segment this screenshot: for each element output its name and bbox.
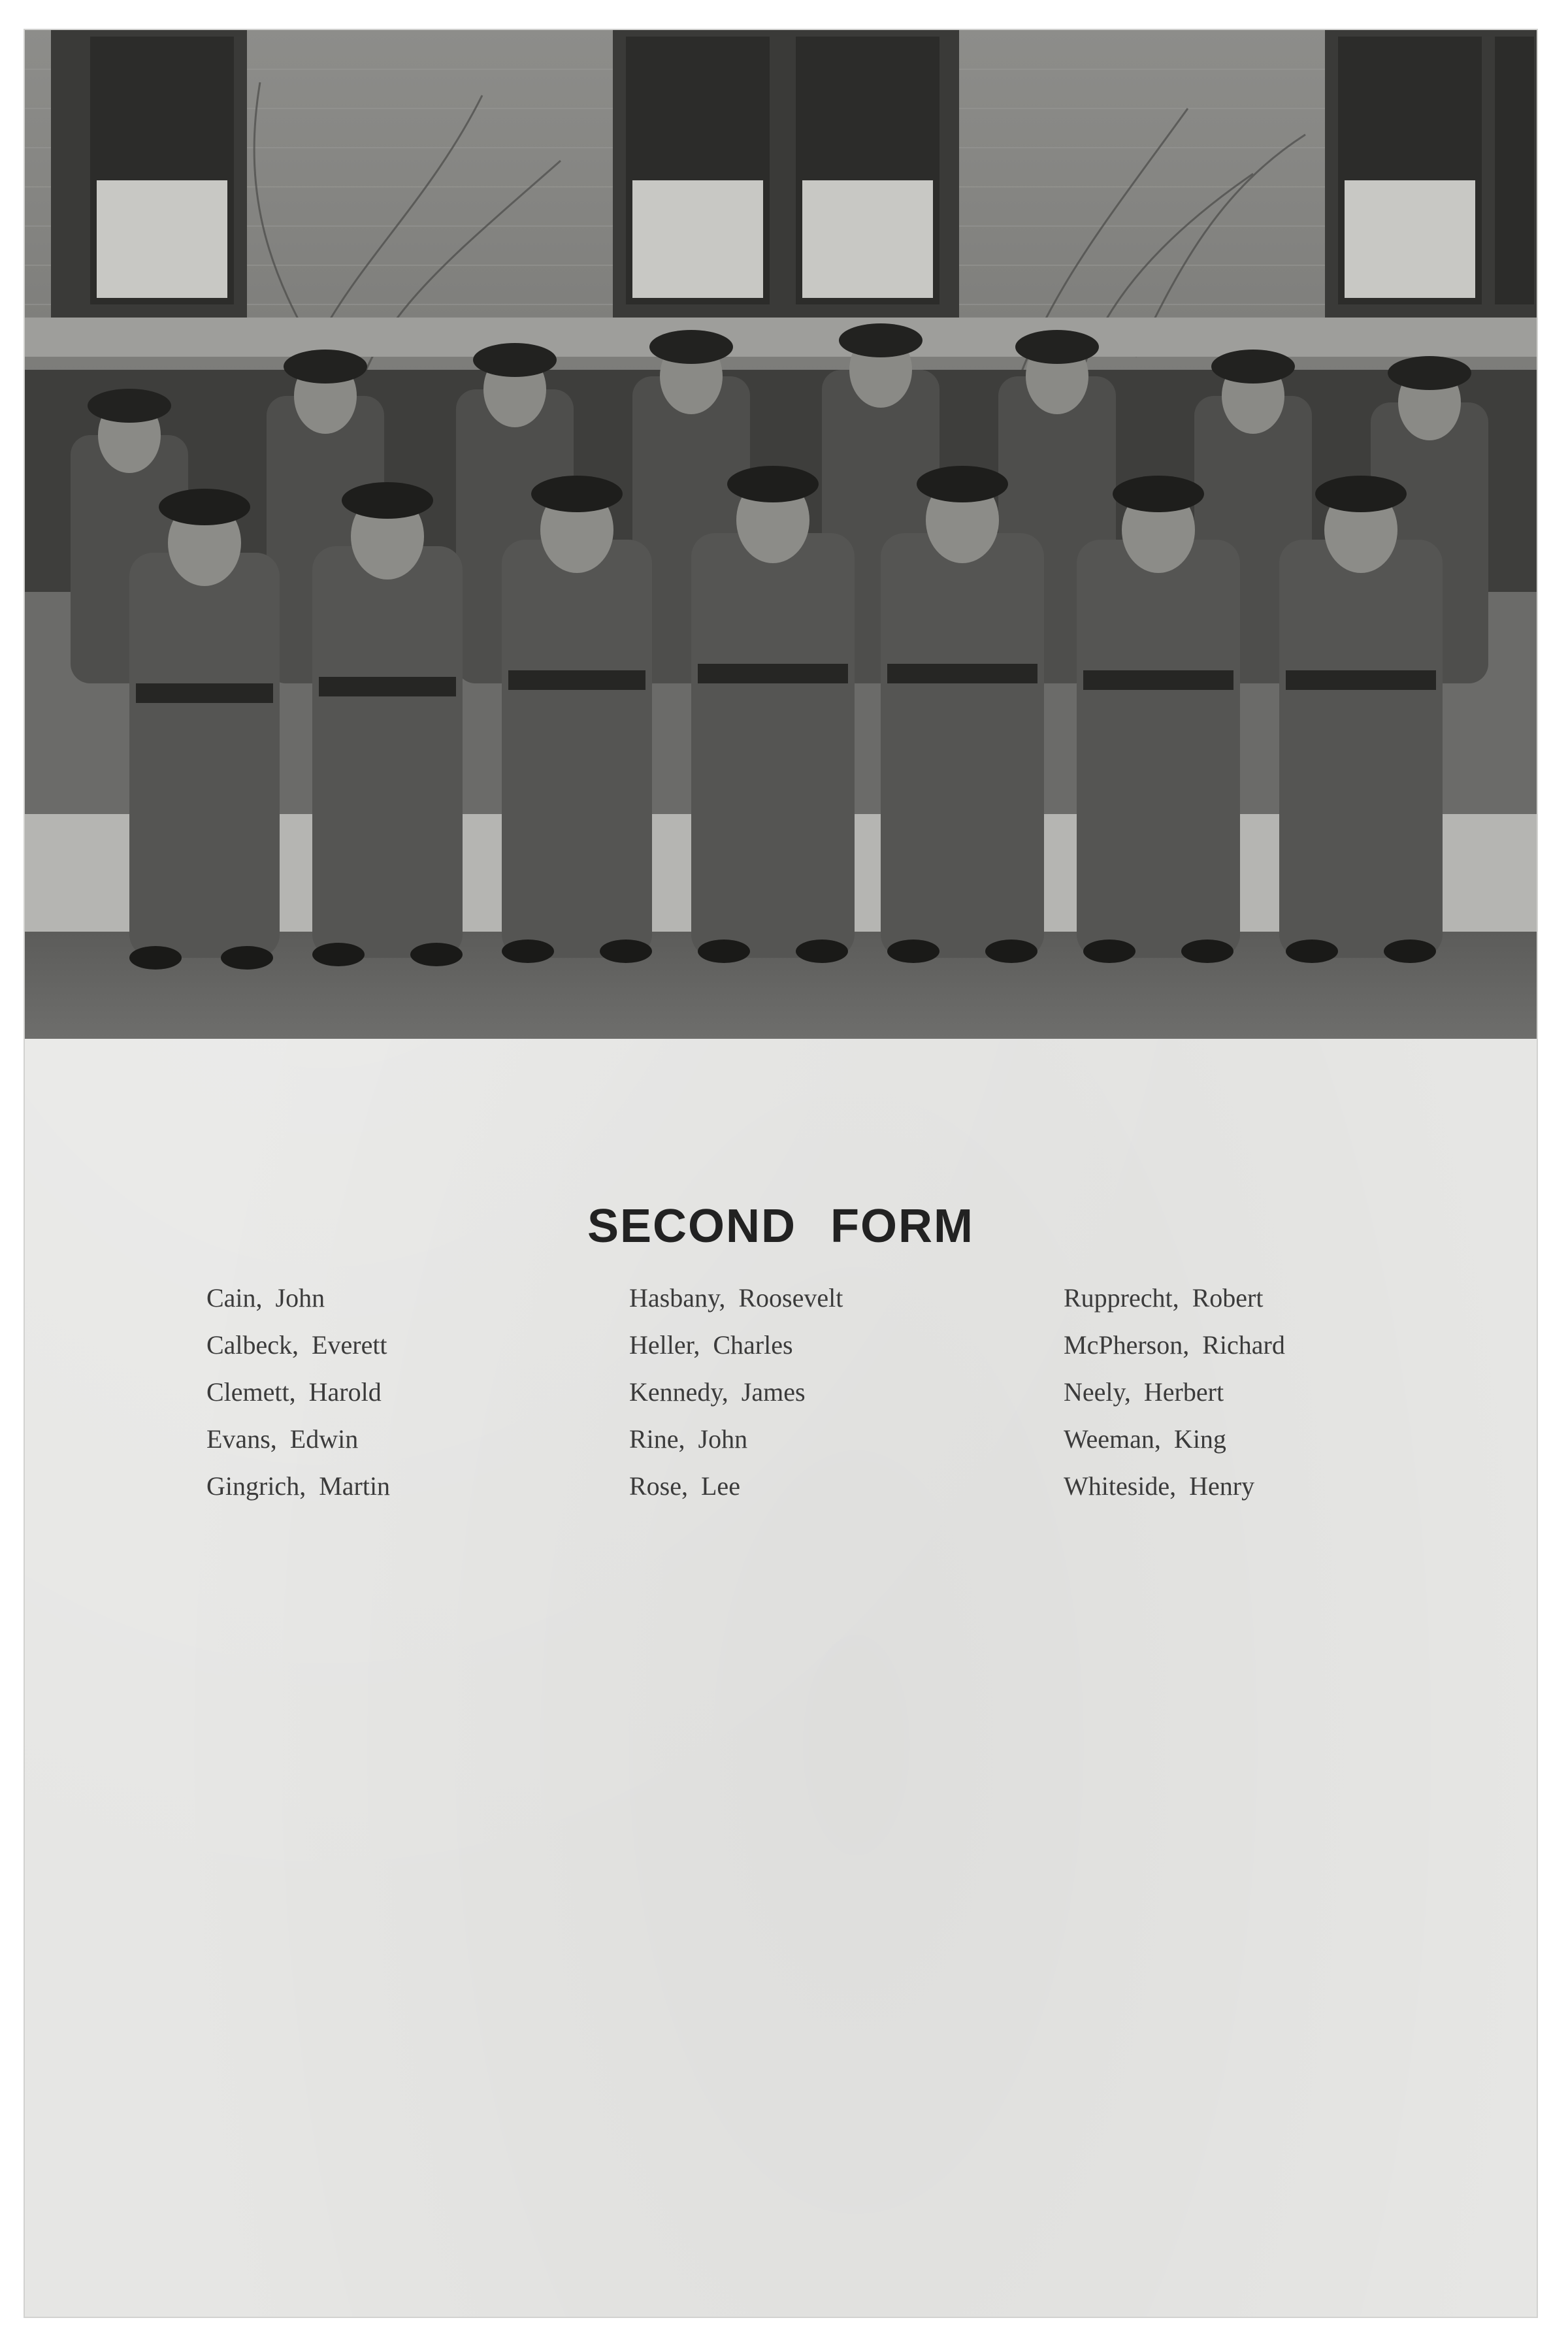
yearbook-page (25, 30, 1537, 2317)
name-entry: Neely, Herbert (1064, 1377, 1224, 1407)
name-entry: Rupprecht, Robert (1064, 1283, 1264, 1313)
name-entry: Weeman, King (1064, 1424, 1226, 1454)
name-column-3 (1064, 1275, 1285, 1510)
name-entry: Whiteside, Henry (1064, 1471, 1255, 1501)
name-entry: Heller, Charles (629, 1330, 793, 1360)
group-photo-image (25, 30, 1537, 1039)
name-entry: McPherson, Richard (1064, 1330, 1285, 1360)
name-column-2 (629, 1275, 843, 1510)
name-entry: Hasbany, Roosevelt (629, 1283, 843, 1313)
name-entry: Rose, Lee (629, 1471, 740, 1501)
window-left (51, 30, 247, 318)
name-column-1 (206, 1275, 390, 1510)
name-entry: Clemett, Harold (206, 1377, 382, 1407)
name-entry: Calbeck, Everett (206, 1330, 387, 1360)
group-photo (25, 30, 1537, 1039)
name-entry: Kennedy, James (629, 1377, 806, 1407)
window-center (613, 30, 959, 318)
name-entry: Rine, John (629, 1424, 748, 1454)
name-entry: Evans, Edwin (206, 1424, 359, 1454)
name-entry: Gingrich, Martin (206, 1471, 391, 1501)
window-right (1325, 30, 1537, 318)
name-entry: Cain, John (206, 1283, 325, 1313)
name-list (25, 1275, 1537, 1549)
page-title: SECOND FORM (587, 1200, 974, 1252)
